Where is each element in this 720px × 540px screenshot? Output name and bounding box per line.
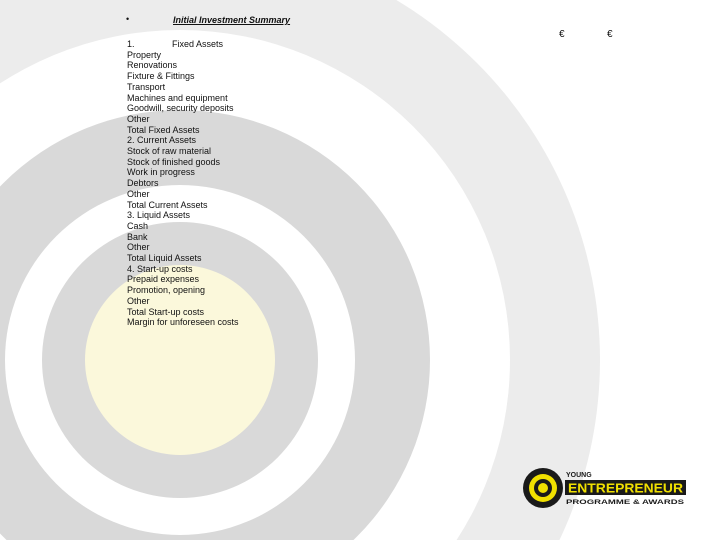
line-item: Stock of finished goods bbox=[127, 156, 221, 167]
currency-column-2: € bbox=[607, 29, 613, 40]
currency-column-1: € bbox=[559, 29, 565, 40]
line-item: Promotion, opening bbox=[127, 285, 206, 296]
bullet: • bbox=[126, 14, 130, 24]
logo-programme-text: PROGRAMME & AWARDS bbox=[566, 499, 685, 506]
line-item: Margin for unforeseen costs bbox=[127, 317, 239, 328]
line-item: Bank bbox=[127, 231, 148, 242]
line-item: 3. Liquid Assets bbox=[127, 210, 191, 221]
line-item: Machines and equipment bbox=[127, 92, 228, 103]
section-title: Fixed Assets bbox=[172, 39, 224, 49]
section-heading-fixed-assets bbox=[127, 39, 239, 50]
young-entrepreneur-logo bbox=[522, 467, 688, 509]
line-item: Cash bbox=[127, 220, 149, 231]
line-item: Total Liquid Assets bbox=[127, 253, 202, 264]
line-item: Other bbox=[127, 113, 150, 124]
section-number: 1. bbox=[127, 39, 135, 49]
line-item: Fixture & Fittings bbox=[127, 71, 195, 82]
line-item: Total Current Assets bbox=[127, 199, 208, 210]
line-item: Property bbox=[127, 49, 162, 60]
line-item: 4. Start-up costs bbox=[127, 263, 193, 274]
line-item: Prepaid expenses bbox=[127, 274, 200, 285]
line-item: Other bbox=[127, 295, 150, 306]
line-item: Goodwill, security deposits bbox=[127, 103, 234, 114]
logo-young-text: YOUNG bbox=[566, 472, 592, 479]
line-item: Transport bbox=[127, 81, 166, 92]
line-item: Work in progress bbox=[127, 167, 195, 178]
investment-line-items bbox=[127, 39, 239, 328]
logo-entrepreneur-text: ENTREPRENEUR bbox=[568, 480, 684, 496]
line-item: Other bbox=[127, 188, 150, 199]
line-item: Total Start-up costs bbox=[127, 306, 205, 317]
logo-core bbox=[538, 483, 548, 493]
line-item: Other bbox=[127, 242, 150, 253]
line-item: 2. Current Assets bbox=[127, 135, 197, 146]
line-item: Renovations bbox=[127, 60, 178, 71]
line-item: Debtors bbox=[127, 178, 159, 189]
summary-title: Initial Investment Summary bbox=[173, 15, 291, 25]
line-item: Stock of raw material bbox=[127, 146, 212, 157]
line-item: Total Fixed Assets bbox=[127, 124, 200, 135]
